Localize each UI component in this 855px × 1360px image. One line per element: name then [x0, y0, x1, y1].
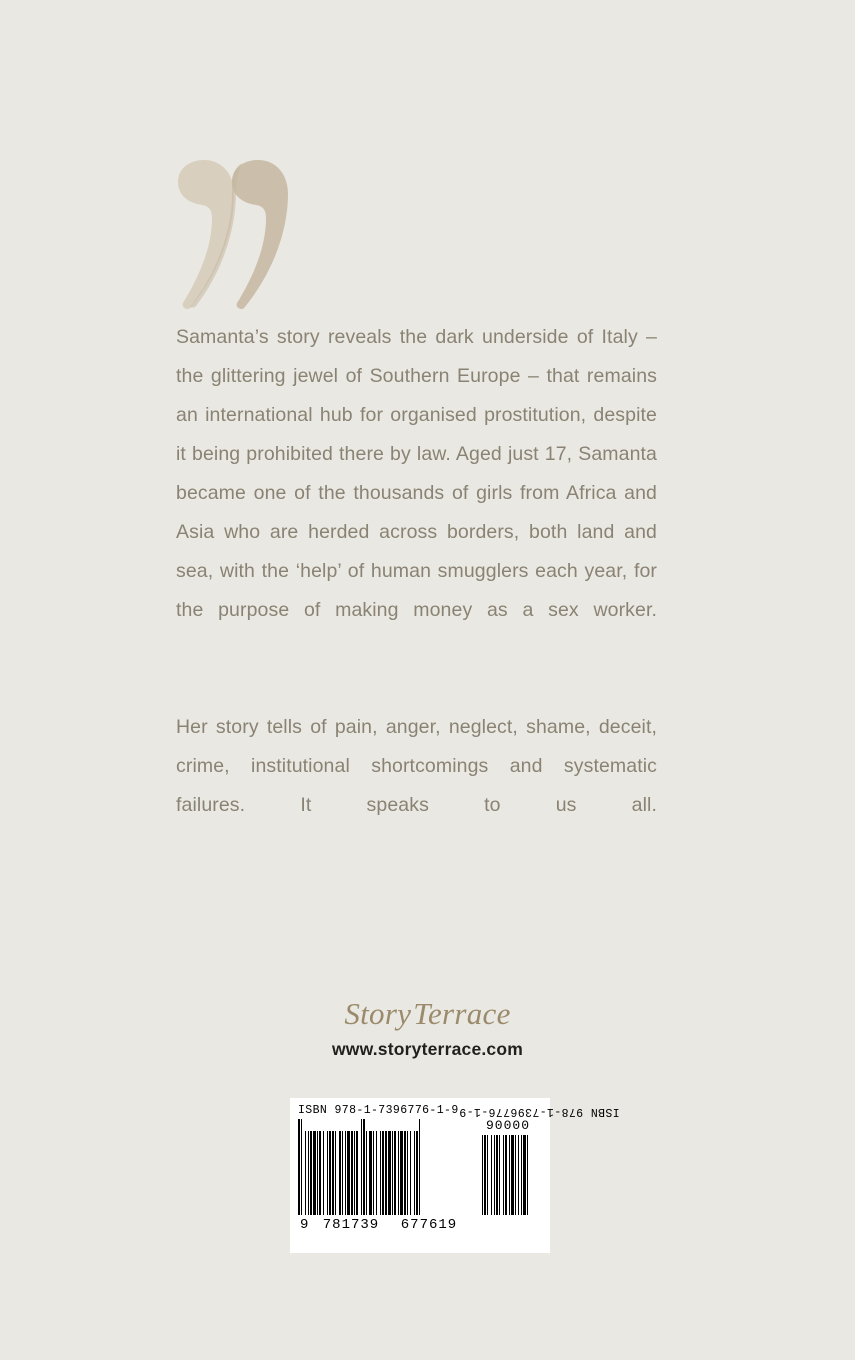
blurb-paragraph-1: Samanta’s story reveals the dark underside of Italy – the glittering jewel of Southern Europe – that remains an international hub for organised prostitution, despite it being prohibited there by law. Aged just 17, Samanta became one of the thousands of girls from Africa and Asia who are herded across borders, both land and sea, with the ‘help’ of human smugglers each year, for the purpose of making money as a sex worker. [176, 326, 657, 621]
website-url[interactable]: www.storyterrace.com [331, 1039, 524, 1059]
isbn-barcode [290, 1098, 620, 1253]
barcode-main [298, 1119, 542, 1233]
logo-word-story: Story [344, 996, 412, 1031]
barcode-top-row [298, 1104, 620, 1118]
blurb-paragraph-2: Her story tells of pain, anger, neglect, shame, deceit, crime, institutional shortcomings and systematic failures. It speaks to us all. [176, 716, 657, 816]
ean-digit-first: 9 [300, 1217, 310, 1233]
barcode-addon-bars [482, 1135, 530, 1215]
barcode-bars [298, 1119, 468, 1215]
blurb-text [176, 318, 657, 864]
ean-digits-left: 781739 [322, 1217, 380, 1233]
barcode-addon-group [482, 1119, 530, 1215]
isbn-text: ISBN 978-1-7396776-1-9 [298, 1104, 459, 1117]
barcode-digits [298, 1217, 468, 1233]
quotation-mark-icon [176, 160, 296, 310]
publisher-footer [0, 995, 855, 1060]
logo-word-terrace: Terrace [413, 996, 511, 1031]
publisher-logo [0, 995, 855, 1033]
ean-digits-right: 677619 [400, 1217, 458, 1233]
barcode-addon-value: 90000 [485, 1118, 530, 1133]
isbn-text-flipped: ISBN 978-1-7396776-1-9 [458, 1105, 620, 1118]
barcode-ean-group [298, 1119, 468, 1233]
